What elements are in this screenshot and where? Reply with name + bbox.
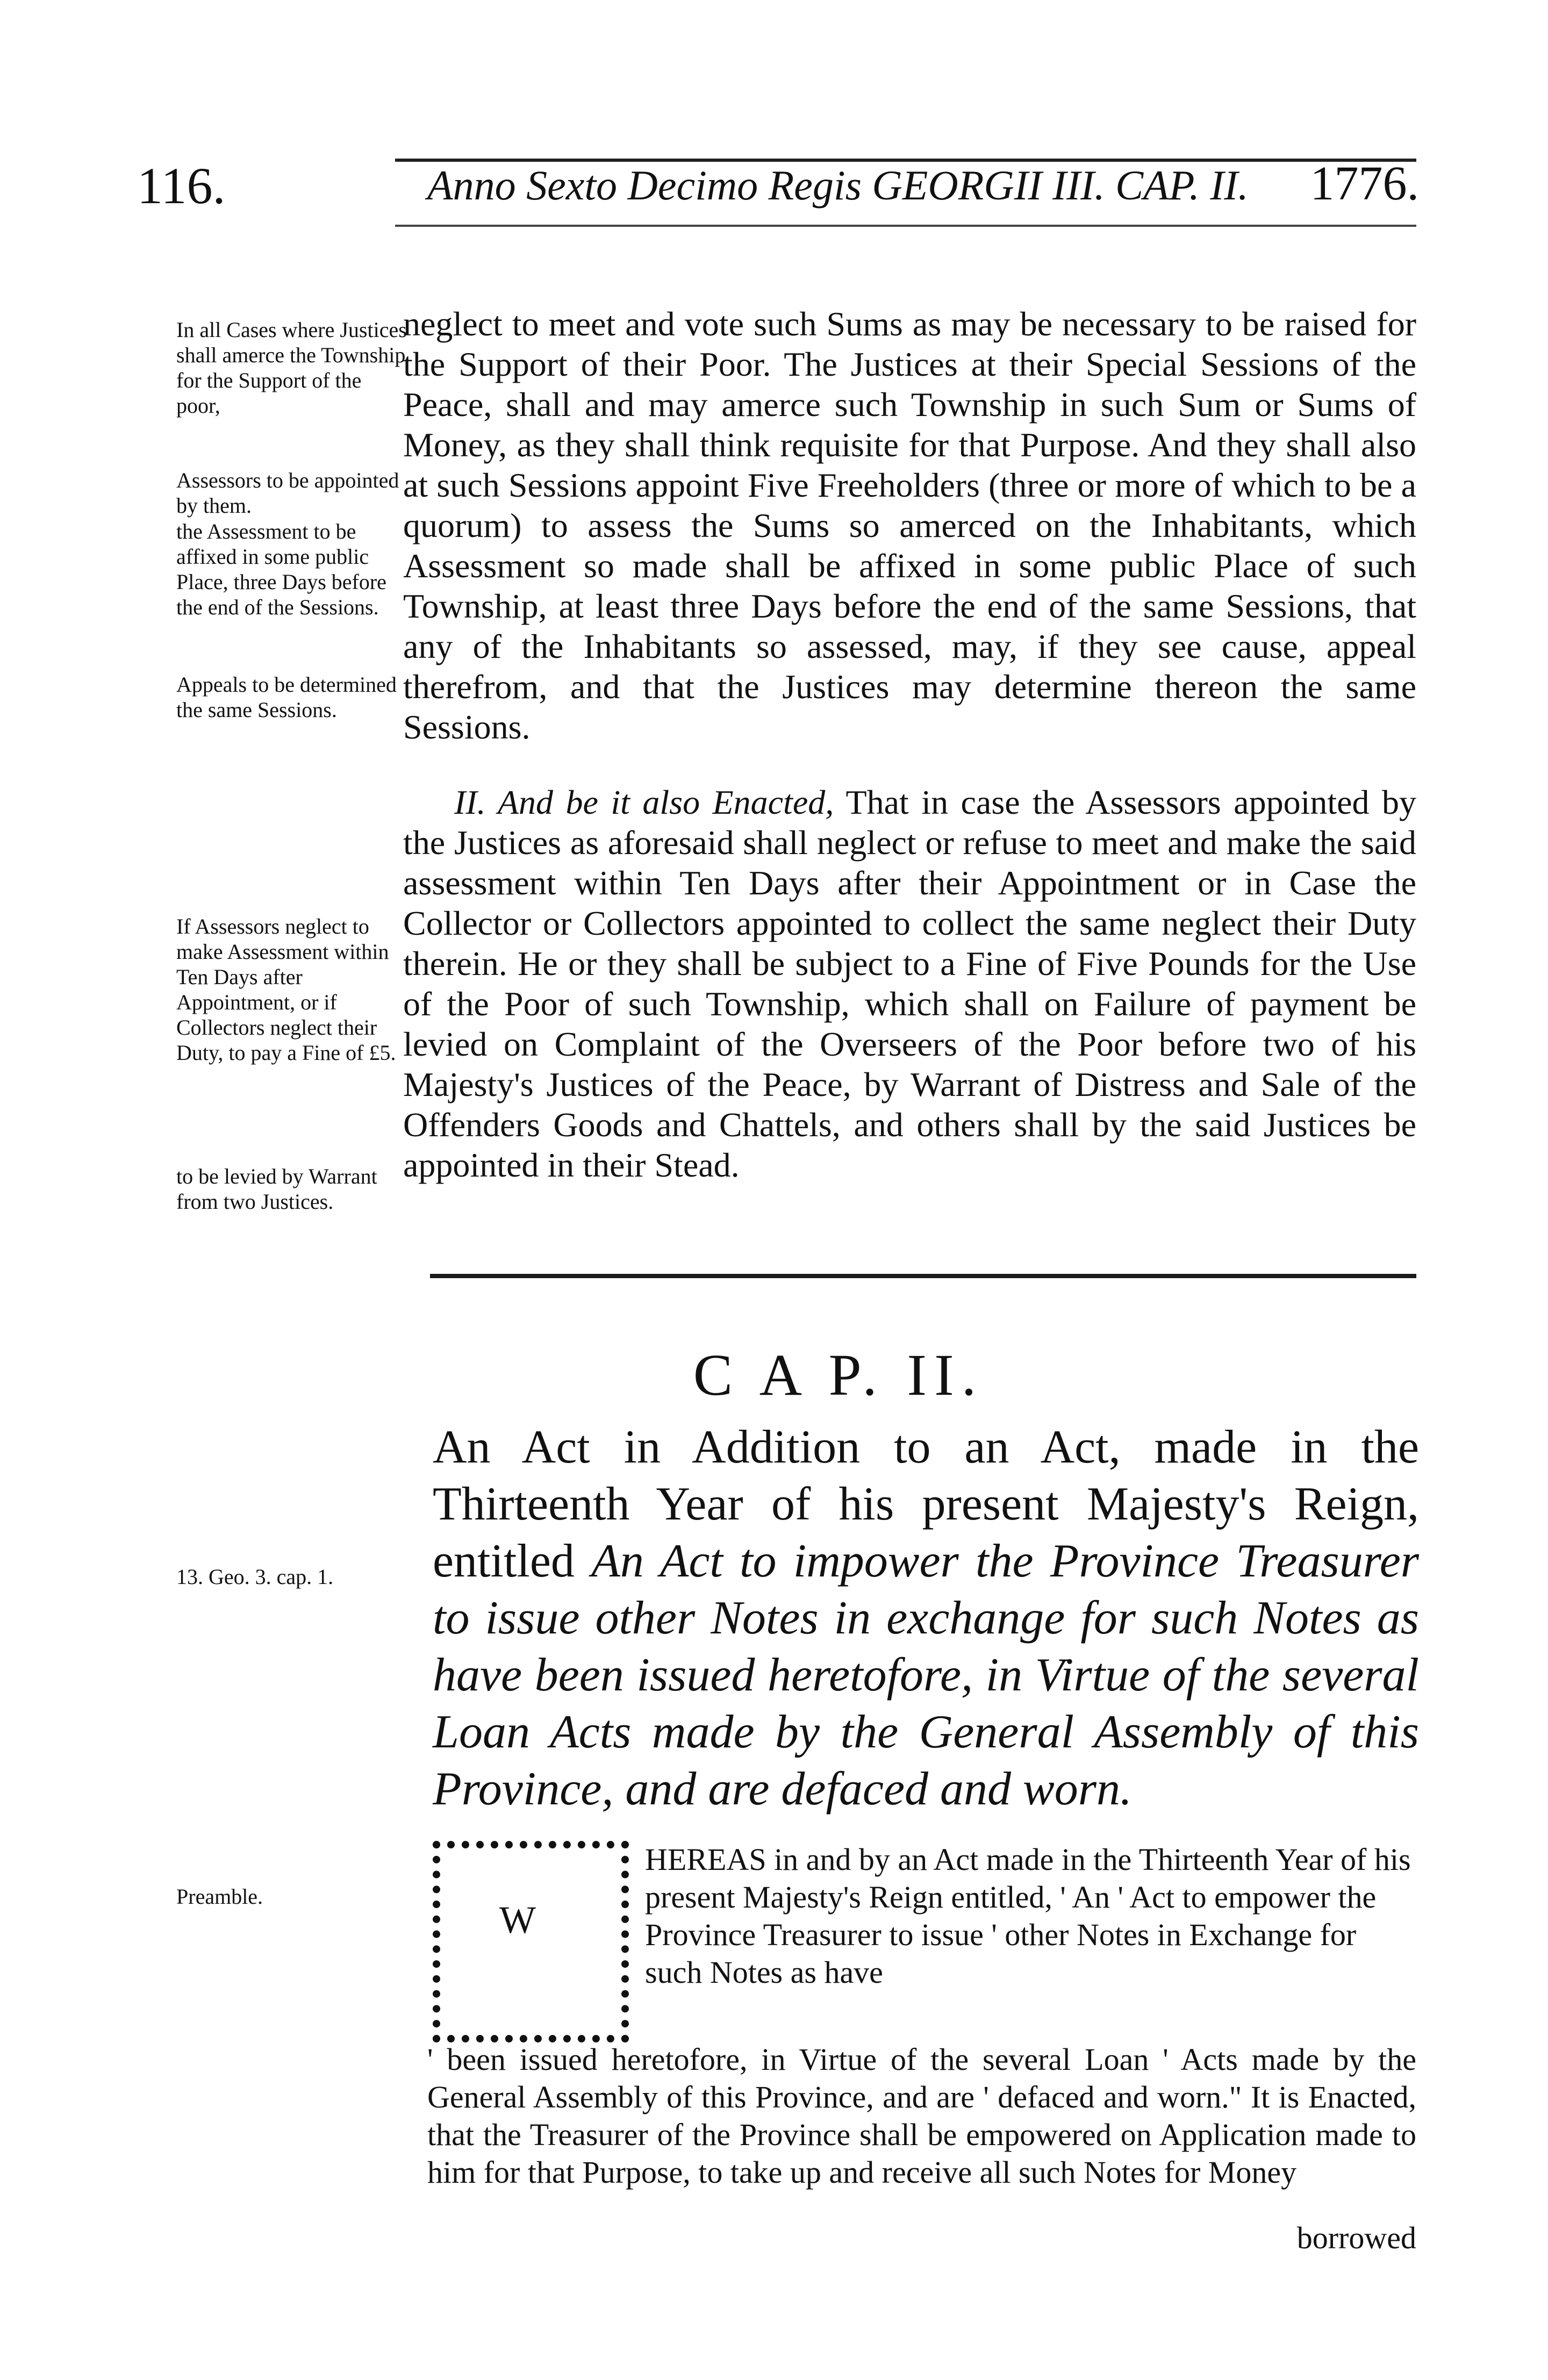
- page-number: 116.: [137, 157, 226, 214]
- act-title: [433, 1419, 1419, 1818]
- preamble-block: [427, 1841, 1416, 2190]
- margin-note: Appeals to be determined the same Sessions.: [176, 672, 397, 722]
- running-title: Anno Sexto Decimo Regis GEORGII III. CAP. II.: [427, 162, 1249, 209]
- drop-cap: W: [499, 1898, 536, 1941]
- catchword: borrowed: [1296, 2220, 1416, 2255]
- enacting-clause: II. And be it also Enacted,: [454, 783, 834, 821]
- margin-note: Assessors to be appointed by them.: [176, 468, 399, 518]
- preamble-text-first: HEREAS in and by an Act made in the Thirteenth Year of his present Majesty's Reign entitled, ' An ' Act to empower the Province Treasurer to issue ' other Notes in Exchange for such Notes as have: [645, 1842, 1411, 1990]
- margin-note: the Assessment to be affixed in some public Place, three Days before the end of the Sessions.: [176, 519, 386, 619]
- chapter-heading: C A P. II.: [693, 1342, 984, 1408]
- paragraph-text: That in case the Assessors appointed by the Justices as aforesaid shall neglect or refuse to meet and make the said assessment within Ten Days after their Appointment or in Case the Collector or Collectors appointed to collect the same neglect their Duty therein. He or they shall be subject to a Fine of Five Pounds for the Use of the Poor of such Township, which shall on Failure of payment be levied on Complaint of the Overseers of the Poor before two of his Majesty's Justices of the Peace, by Warrant of Distress and Sale of the Offenders Goods and Chattels, and others shall by the said Justices be appointed in their Stead.: [403, 783, 1417, 1184]
- preamble-text-rest: ' been issued heretofore, in Virtue of the several Loan ' Acts made by the General Assembly of this Province, and are ' defaced and worn." It is Enacted, that the Treasurer of the Province shall be empowered on Application made to him for that Purpose, to take up and receive all such Notes for Money: [427, 2042, 1416, 2190]
- paragraph: neglect to meet and vote such Sums as may be necessary to be raised for the Support of their Poor. The Justices at their Special Sessions of the Peace, shall and may amerce such Township in such Sum or Sums of Money, as they shall think requisite for that Purpose. And they shall also at such Sessions appoint Five Freeholders (three or more of which to be a quorum) to assess the Sums so amerced on the Inhabitants, which Assessment so made shall be affixed in some public Place of such Township, at least three Days before the end of the same Sessions, that any of the Inhabitants so assessed, may, if they see cause, appeal therefrom, and that the Justices may determine thereon the same Sessions.: [403, 305, 1416, 746]
- section-divider: [430, 1274, 1416, 1278]
- margin-note: 13. Geo. 3. cap. 1.: [176, 1565, 334, 1589]
- margin-note: If Assessors neglect to make Assessment within Ten Days after Appointment, or if Collectors neglect their Duty, to pay a Fine of £5.: [176, 914, 396, 1065]
- section-two: [403, 782, 1416, 1185]
- header-rule-bottom: [395, 225, 1416, 227]
- margin-note-preamble: Preamble.: [176, 1884, 263, 1909]
- act-title-plain: An Act in Addition to an Act, made in the Thirteenth Year of his present Majesty's Reign, entitled: [433, 1421, 1419, 1587]
- body-text: [403, 304, 1416, 747]
- ornamental-initial-frame: [433, 1841, 629, 2042]
- margin-note: to be levied by Warrant from two Justices.: [176, 1164, 377, 1214]
- running-head: [137, 156, 1419, 215]
- act-title-italic: An Act to impower the Province Treasurer to issue other Notes in exchange for such Notes as have been issued heretofore, in Virtue of the several Loan Acts made by the General Assembly of this Province, and are defaced and worn.: [433, 1535, 1420, 1815]
- margin-note: In all Cases where Justices shall amerce the Township for the Support of the poor,: [176, 318, 407, 418]
- paragraph: [403, 782, 1416, 1185]
- running-year: 1776.: [1310, 157, 1419, 210]
